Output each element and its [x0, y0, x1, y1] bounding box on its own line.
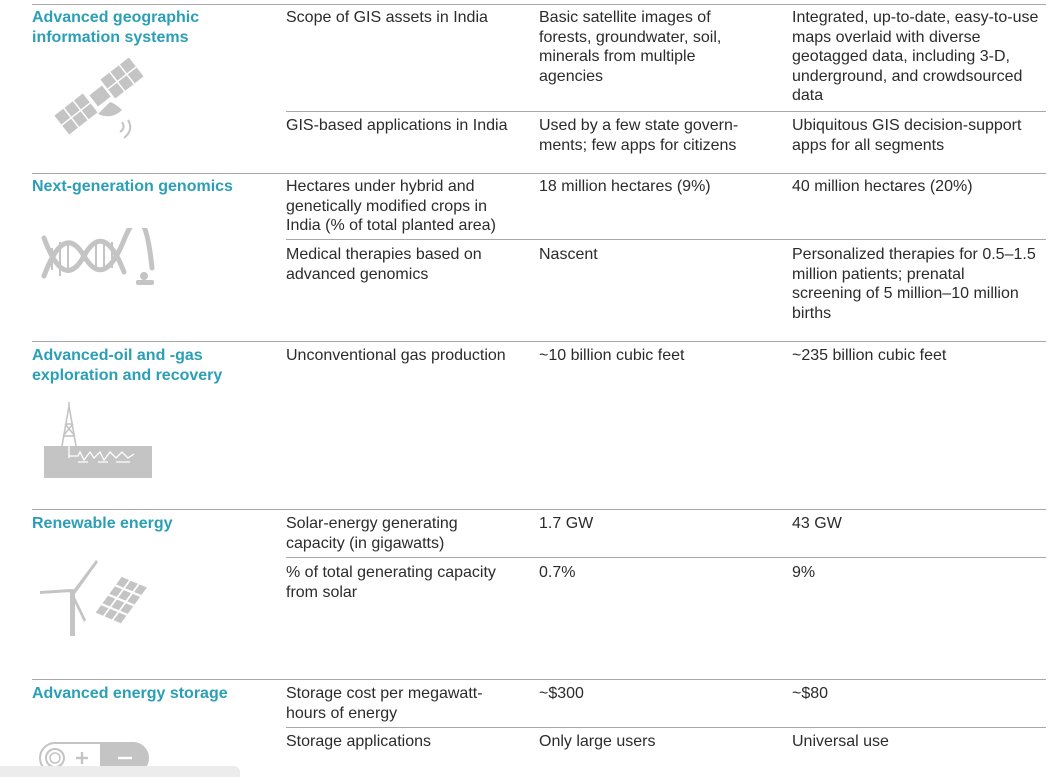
future-value: 40 million hectares (20%) [792, 178, 973, 195]
future-value: Universal use [792, 733, 889, 750]
metric-label: Storage applications [286, 733, 431, 750]
current-value: 0.7% [539, 564, 576, 581]
future-value: 43 GW [792, 515, 842, 532]
future-value: ~$80 [792, 685, 829, 702]
future-value: Integrated, up-to-date, easy-to-use maps overlaid with diverse geotagged data, including 3-D, underground, and crowdsourced data [792, 9, 1039, 104]
metric-label: Unconventional gas production [286, 347, 506, 364]
divider [286, 727, 1046, 728]
metric-label: Hectares under hybrid and genetically modified crops in India (% of total planted area) [286, 178, 496, 234]
section-title-oil-gas: Advanced-oil and -gas exploration and recovery [32, 347, 223, 384]
section-title-genomics: Next-generation genomics [32, 178, 233, 195]
divider [32, 341, 1046, 342]
future-value: Personalized therapies for 0.5–1.5 million patients; prenatal screening of 5 million–10 million births [792, 246, 1036, 322]
metric-label: Storage cost per megawatt-hours of energy [286, 685, 483, 722]
current-value: ~$300 [539, 685, 584, 702]
divider [32, 679, 1046, 680]
metric-label: GIS-based applications in India [286, 117, 508, 134]
current-value: Nascent [539, 246, 598, 263]
current-value: Used by a few state govern-ments; few apps for citizens [539, 117, 739, 154]
section-title-gis: Advanced geographic information systems [32, 9, 200, 46]
section-title-storage: Advanced energy storage [32, 685, 228, 702]
current-value: Basic satellite images of forests, groundwater, soil, minerals from multiple agencies [539, 9, 722, 85]
divider [32, 173, 1046, 174]
current-value: 1.7 GW [539, 515, 594, 532]
current-value: Only large users [539, 733, 656, 750]
dna-icon [40, 228, 158, 286]
wind-solar-icon [38, 556, 160, 638]
future-value: ~235 billion cubic feet [792, 347, 947, 364]
future-value: Ubiquitous GIS decision-support apps for all segments [792, 117, 1022, 154]
metric-label: Scope of GIS assets in India [286, 9, 488, 26]
future-value: 9% [792, 564, 816, 581]
current-value: 18 million hectares (9%) [539, 178, 711, 195]
section-title-renewable: Renewable energy [32, 515, 173, 532]
divider [32, 4, 1046, 5]
metric-label: Solar-energy generating capacity (in gigawatts) [286, 515, 458, 552]
scroll-footer [0, 766, 240, 777]
metric-label: % of total generating capacity from solar [286, 564, 496, 601]
oil-rig-icon [44, 402, 152, 478]
divider [286, 557, 1046, 558]
divider [286, 239, 1046, 240]
current-value: ~10 billion cubic feet [539, 347, 685, 364]
divider [286, 111, 1046, 112]
divider [32, 509, 1046, 510]
satellite-icon [54, 58, 149, 146]
metric-label: Medical therapies based on advanced genomics [286, 246, 482, 283]
